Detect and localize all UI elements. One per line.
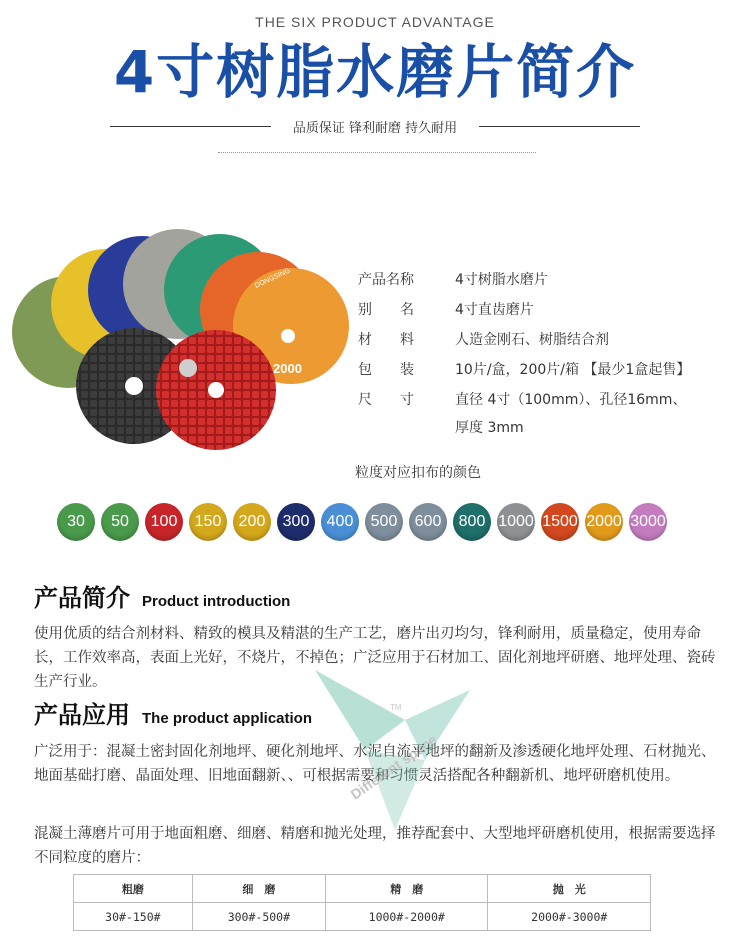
grit-swatch-500: 500: [365, 503, 403, 541]
grit-swatch-600: 600: [409, 503, 447, 541]
spec-value: 4寸树脂水磨片: [455, 272, 548, 288]
application-heading: [34, 695, 312, 730]
table-cell: 30#-150#: [74, 903, 193, 931]
intro-paragraph: 使用优质的结合剂材料、精致的模具及精湛的生产工艺，磨片出刃均匀，锋利耐用，质量稳定，使用寿命长，工作效率高，表面上光好，不烧片，不掉色；广泛应用于石材加工、固化剂地坪研磨、地坪处理、瓷砖生产行业。: [34, 626, 716, 690]
grit-swatch-100: 100: [145, 503, 183, 541]
intro-heading: [34, 578, 290, 613]
table-header-cell: 抛 光: [488, 875, 651, 903]
table-header-cell: 细 磨: [192, 875, 325, 903]
application-paragraph: 广泛用于：混凝土密封固化剂地坪、硬化剂地坪、水泥自流平地坪的翻新及渗透硬化地坪处理、石材抛光、地面基础打磨、晶面处理、旧地面翻新、、可根据需要和习惯灵活搭配各种翻新机、地坪研磨机使用。: [34, 744, 716, 784]
spec-value: 4寸直齿磨片: [455, 302, 534, 318]
application-grit-note: 混凝土薄磨片可用于地面粗磨、细磨、精磨和抛光处理，推荐配套中、大型地坪研磨机使用，根据需要选择不同粒度的磨片：: [34, 826, 716, 866]
spec-row: [358, 355, 748, 385]
spec-label: 尺 寸: [358, 392, 414, 408]
grit-swatch-3000: 3000: [629, 503, 667, 541]
disc-grit-label: 2000: [273, 361, 302, 376]
grit-swatch-150: 150: [189, 503, 227, 541]
spec-row: [358, 295, 748, 325]
grit-swatch-200: 200: [233, 503, 271, 541]
grit-swatch-300: 300: [277, 503, 315, 541]
table-cell: 1000#-2000#: [326, 903, 488, 931]
table-header-row: [74, 875, 651, 903]
spec-value: 人造金刚石、树脂结合剂: [455, 332, 609, 348]
tagline: 品质保证 锋利耐磨 持久耐用: [292, 120, 458, 136]
watermark-brand: Different space: [347, 731, 440, 803]
spec-value: 10片/盒，200片/箱 【最少1盒起售】: [455, 362, 691, 378]
grit-swatch-400: 400: [321, 503, 359, 541]
product-discs-image: [8, 228, 353, 478]
grit-usage-table: [73, 874, 651, 931]
page-title: 4寸树脂水磨片简介: [113, 38, 637, 106]
dotted-divider: [218, 152, 536, 153]
intro-title-cn: 产品简介: [34, 584, 130, 612]
spec-label: 产品名称: [358, 272, 414, 288]
grit-swatch-800: 800: [453, 503, 491, 541]
spec-list: [358, 265, 748, 442]
table-row: [74, 903, 651, 931]
table-header-cell: 精 磨: [326, 875, 488, 903]
tagline-right-rule: [479, 126, 640, 127]
table-cell: 300#-500#: [192, 903, 325, 931]
table-header-cell: 粗磨: [74, 875, 193, 903]
tagline-row: [110, 114, 640, 138]
grit-swatch-30: 30: [57, 503, 95, 541]
eyebrow-text: THE SIX PRODUCT ADVANTAGE: [255, 14, 495, 30]
grit-swatch-50: 50: [101, 503, 139, 541]
grit-swatch-1000: 1000: [497, 503, 535, 541]
disc-brand-label: DONGSING: [253, 267, 292, 290]
tagline-left-rule: [110, 126, 271, 127]
application-title-cn: 产品应用: [34, 701, 130, 729]
spec-label: 材 料: [358, 332, 414, 348]
grit-color-swatches: [57, 503, 707, 543]
application-title-en: The product application: [142, 710, 313, 727]
spec-value: 直径 4寸（100mm）、孔径16mm、厚度 3mm: [455, 392, 687, 436]
intro-title-en: Product introduction: [142, 593, 291, 610]
spec-row: [358, 325, 748, 355]
spec-row: [358, 265, 748, 295]
spec-label: 包 装: [358, 362, 414, 378]
grit-swatch-2000: 2000: [585, 503, 623, 541]
spec-row: [358, 385, 748, 442]
grit-swatch-1500: 1500: [541, 503, 579, 541]
table-cell: 2000#-3000#: [488, 903, 651, 931]
watermark-tm: TM: [390, 703, 402, 712]
spec-label: 别 名: [358, 302, 414, 318]
grit-color-caption: 粒度对应扣布的颜色: [355, 465, 481, 481]
